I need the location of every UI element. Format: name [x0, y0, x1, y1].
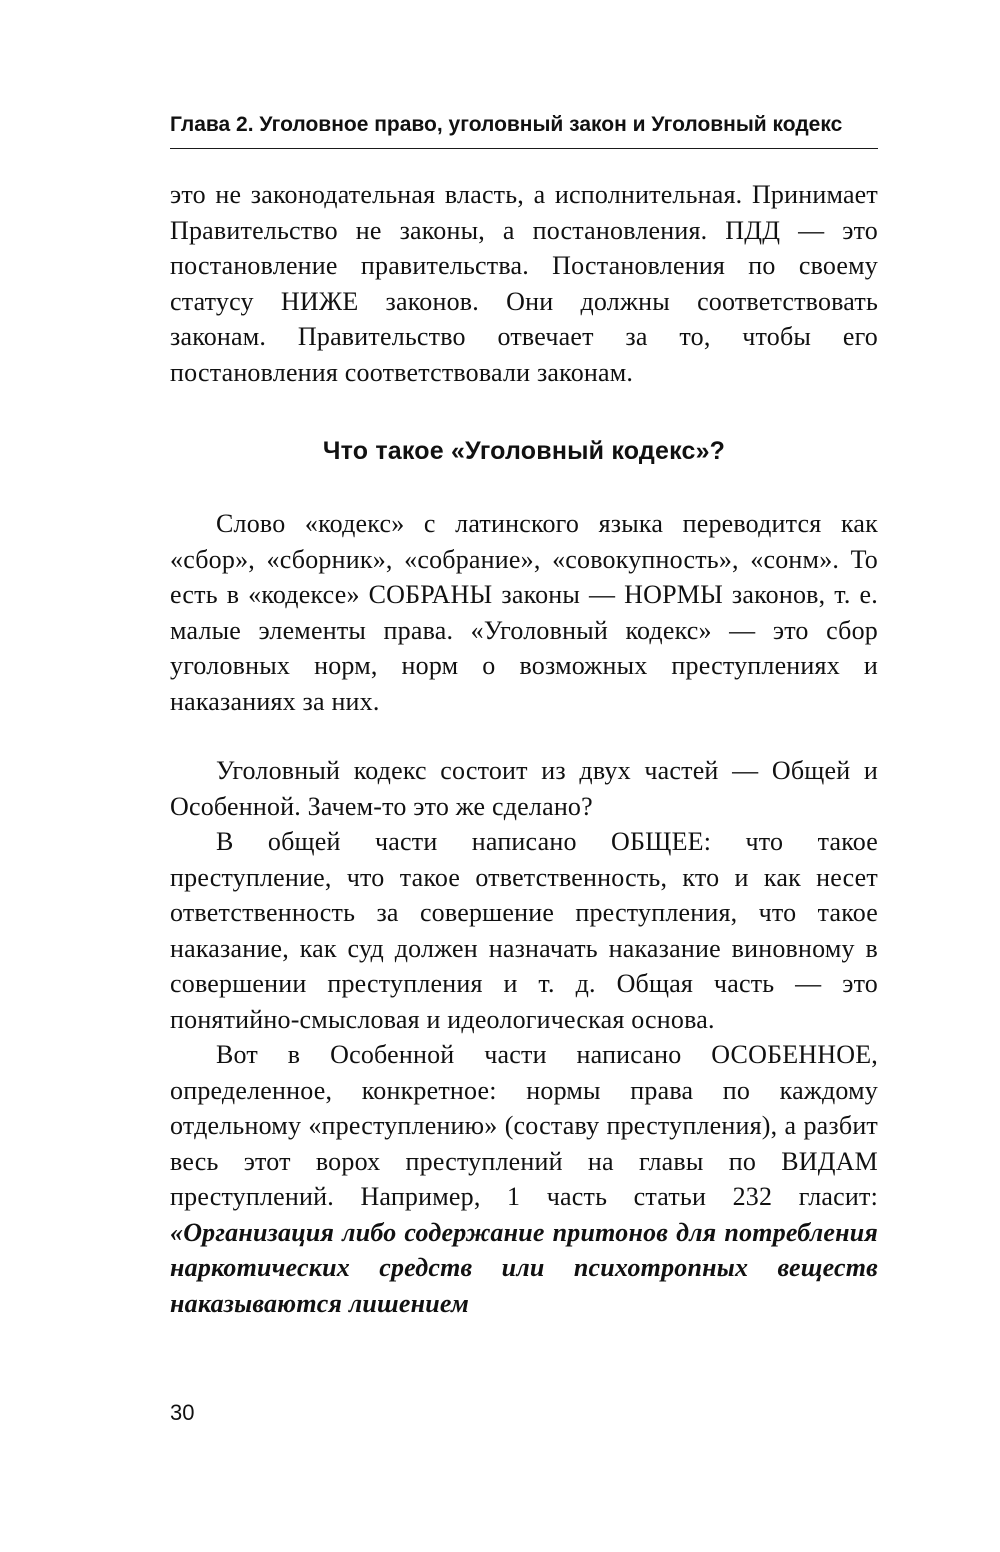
- paragraph: Уголовный кодекс состоит из двух частей — Общей и Особенной. Зачем-то это же сделано?: [170, 756, 878, 821]
- paragraph-continuation: это не законодательная власть, а исполнительная. Принимает Правительство не законы, а постановления. ПДД — это постановление правительства. Постановления по своему статусу НИЖЕ законов. Они должны соответствовать законам. Правительство отвечает за то, чтобы его постановления соответствовали законам.: [170, 180, 878, 387]
- page-number: 30: [170, 1400, 195, 1425]
- section-heading: Что такое «Уголовный кодекс»?: [322, 437, 726, 465]
- paragraph: В общей части написано ОБЩЕЕ: что такое преступление, что такое ответственность, кто и как несет ответственность за совершение преступления, что такое наказание, как суд должен назначать наказание виновному в совершении преступления и т. д. Общая часть — это понятийно-смысловая и идеологическая основа.: [170, 827, 878, 1034]
- law-quote-text: «Организация либо содержание притонов для потребления наркотических средств или психотропных веществ наказываются лишением: [170, 1217, 878, 1318]
- paragraph: [170, 1037, 878, 1321]
- running-header: Глава 2. Уголовное право, уголовный закон и Уголовный кодекс: [170, 112, 878, 149]
- paragraph-lead-text: Вот в Особенной части написано ОСОБЕННОЕ, определенное, конкретное: нормы права по каждому отдельному «преступлению» (составу преступления), а разбит весь этот ворох преступлений на главы по ВИДАМ преступлений. Например, 1 часть статьи 232 гласит:: [170, 1040, 878, 1211]
- page-body: [170, 177, 878, 1321]
- paragraph: Слово «кодекс» с латинского языка переводится как «сбор», «сборник», «собрание», «совокупность», «сонм». То есть в «кодексе» СОБРАНЫ законы — НОРМЫ законов, т. е. малые элементы права. «Уголовный кодекс» — это сбор уголовных норм, норм о возможных преступлениях и наказаниях за них.: [170, 509, 878, 716]
